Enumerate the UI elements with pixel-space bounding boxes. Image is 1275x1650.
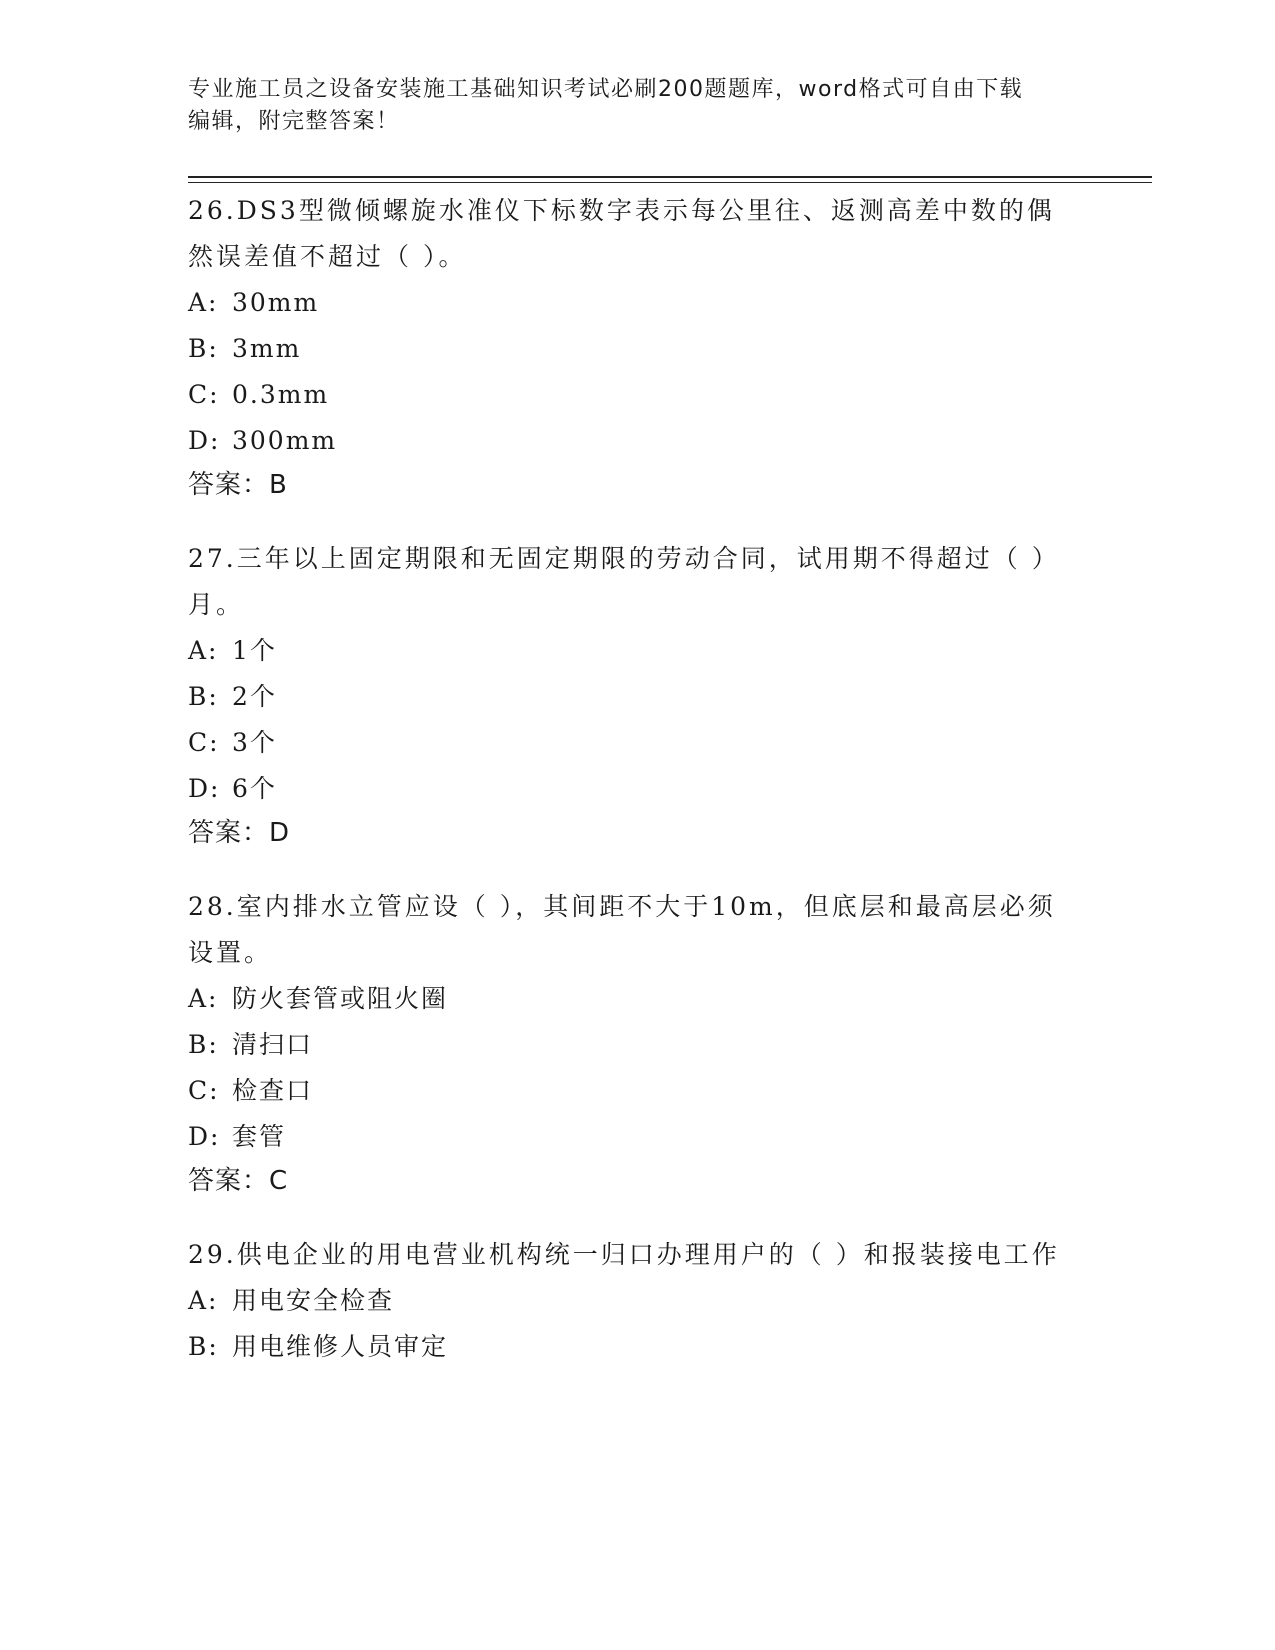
- option-c: [188, 372, 1088, 418]
- option-b: [188, 674, 1088, 720]
- option-key: A:: [188, 288, 219, 317]
- option-key: C:: [188, 380, 220, 409]
- answer-line: 答案：C: [188, 1166, 289, 1196]
- option-a: [188, 280, 1088, 326]
- question-text: 27.三年以上固定期限和无固定期限的劳动合同，试用期不得超过（ ）月。: [188, 544, 1060, 619]
- question-26: [188, 188, 1088, 506]
- option-value: 用电安全检查: [232, 1286, 395, 1315]
- question-text: 29.供电企业的用电营业机构统一归口办理用户的（ ）和报装接电工作: [188, 1240, 1060, 1269]
- option-c: [188, 1068, 1088, 1114]
- option-key: B:: [188, 1332, 219, 1361]
- header-divider-thin: [188, 182, 1152, 183]
- question-list: [188, 188, 1088, 1400]
- option-a: [188, 976, 1088, 1022]
- option-value: 检查口: [232, 1076, 314, 1105]
- question-29: [188, 1232, 1088, 1370]
- option-c: [188, 720, 1088, 766]
- option-key: B:: [188, 682, 219, 711]
- header-line-1: 专业施工员之设备安装施工基础知识考试必刷200题题库，word格式可自由下载: [188, 77, 1024, 102]
- option-key: A:: [188, 636, 219, 665]
- option-d: [188, 1114, 1088, 1160]
- option-key: B:: [188, 334, 219, 363]
- question-text: 26.DS3型微倾螺旋水准仪下标数字表示每公里往、返测高差中数的偶然误差值不超过（ ）。: [188, 196, 1055, 271]
- option-a: [188, 1278, 1088, 1324]
- option-b: [188, 1324, 1088, 1370]
- question-27: [188, 536, 1088, 854]
- question-28: [188, 884, 1088, 1202]
- header-line-2: 编辑，附完整答案！: [188, 109, 400, 134]
- option-value: 3mm: [232, 334, 302, 363]
- option-d: [188, 418, 1088, 464]
- question-text: 28.室内排水立管应设（ ），其间距不大于10m，但底层和最高层必须设置。: [188, 892, 1056, 967]
- option-d: [188, 766, 1088, 812]
- option-key: D:: [188, 774, 221, 803]
- option-key: D:: [188, 426, 221, 455]
- option-key: B:: [188, 1030, 219, 1059]
- option-value: 套管: [232, 1122, 287, 1151]
- header-divider-thick: [188, 176, 1152, 178]
- option-value: 0.3mm: [232, 380, 330, 409]
- answer-line: 答案：D: [188, 818, 291, 848]
- option-key: C:: [188, 1076, 220, 1105]
- option-b: [188, 1022, 1088, 1068]
- option-value: 6个: [232, 774, 277, 803]
- option-value: 2个: [232, 682, 277, 711]
- document-header: [188, 74, 1068, 138]
- option-key: A:: [188, 1286, 219, 1315]
- option-b: [188, 326, 1088, 372]
- option-a: [188, 628, 1088, 674]
- option-value: 3个: [232, 728, 277, 757]
- option-value: 1个: [232, 636, 277, 665]
- option-value: 300mm: [232, 426, 338, 455]
- option-key: D:: [188, 1122, 221, 1151]
- answer-line: 答案：B: [188, 470, 288, 500]
- option-value: 用电维修人员审定: [232, 1332, 449, 1361]
- option-value: 30mm: [232, 288, 320, 317]
- option-value: 防火套管或阻火圈: [232, 984, 449, 1013]
- option-key: C:: [188, 728, 220, 757]
- option-key: A:: [188, 984, 219, 1013]
- option-value: 清扫口: [232, 1030, 314, 1059]
